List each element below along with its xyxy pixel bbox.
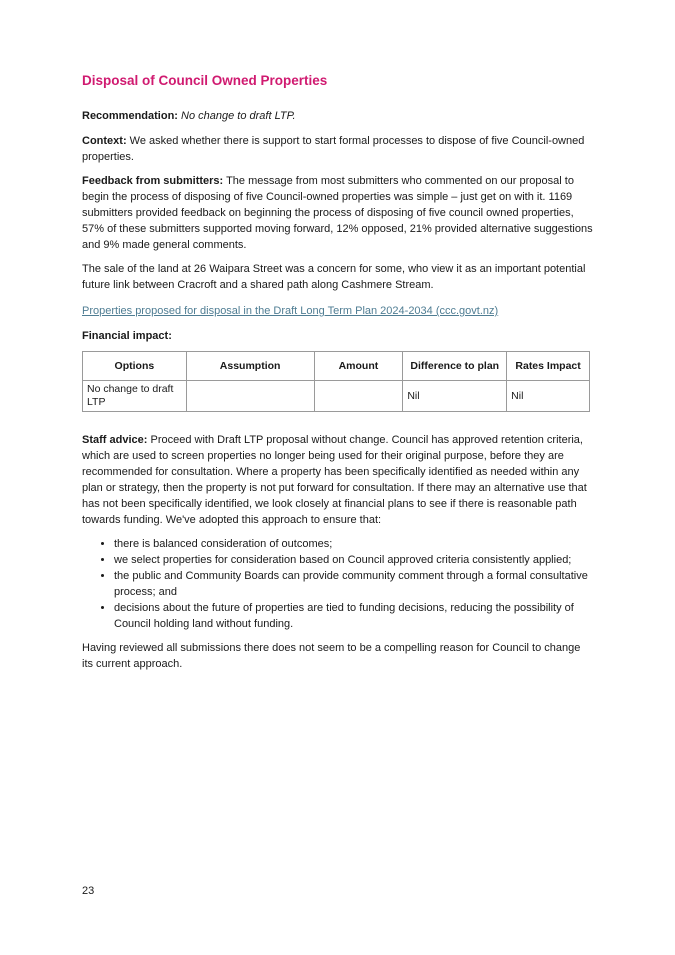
- page-content: [82, 72, 594, 680]
- financial-impact-table: [82, 351, 590, 412]
- column-header-options: Options: [83, 352, 187, 381]
- staff-advice-paragraph: [82, 432, 594, 528]
- feedback-text: The message from most submitters who commented on our proposal to begin the process of disposing of five Council-owned properties was simple – just get on with it. 1169 submitters provided feedback on beginning the process of disposing of five council owned properties, 57% of these submitters supported moving forward, 12% opposed, 21% provided alternative suggestions and 9% made general comments.: [82, 175, 593, 251]
- waipara-paragraph: The sale of the land at 26 Waipara Street was a concern for some, who view it as an important potential future link between Cracroft and a shared path along Cashmere Stream.: [82, 263, 586, 291]
- cell-difference: Nil: [403, 381, 507, 412]
- recommendation-paragraph: [82, 108, 594, 124]
- cell-assumption: [186, 381, 314, 412]
- section-heading: Disposal of Council Owned Properties: [82, 73, 328, 88]
- list-item: • the public and Community Boards can provide community comment through a formal consultative process; and: [114, 568, 594, 600]
- column-header-rates-impact: Rates Impact: [507, 352, 590, 381]
- recommendation-value: No change to draft LTP.: [181, 110, 296, 122]
- cell-amount: [314, 381, 403, 412]
- list-item: • we select properties for consideration based on Council approved criteria consistently applied;: [114, 552, 594, 568]
- cell-rates-impact: Nil: [507, 381, 590, 412]
- feedback-label: Feedback from submitters:: [82, 175, 224, 187]
- list-item: • there is balanced consideration of outcomes;: [114, 536, 594, 552]
- context-label: Context:: [82, 135, 127, 147]
- feedback-paragraph: [82, 173, 594, 253]
- context-text: We asked whether there is support to start formal processes to dispose of five Council-owned properties.: [82, 135, 585, 163]
- column-header-difference: Difference to plan: [403, 352, 507, 381]
- staff-advice-text: Proceed with Draft LTP proposal without change. Council has approved retention criteria, which are used to screen properties no longer being used for their original purpose, before they are recommended for consultation. Where a property has been specifically identified as needed within any plan or strategy, then the property is not put forward for consultation. If there may an alternative use that has not been specifically identified, we look closely at financial plans to see if there is reasonable path towards funding. We've adopted this approach to ensure that:: [82, 434, 587, 526]
- financial-impact-heading: Financial impact:: [82, 330, 172, 342]
- recommendation-label: Recommendation:: [82, 110, 178, 122]
- cell-option: No change to draft LTP: [83, 381, 187, 412]
- staff-advice-label: Staff advice:: [82, 434, 148, 446]
- conclusion-paragraph: Having reviewed all submissions there does not seem to be a compelling reason for Council to change its current approach.: [82, 642, 581, 670]
- properties-disposal-link[interactable]: Properties proposed for disposal in the Draft Long Term Plan 2024-2034 (ccc.govt.nz): [82, 305, 499, 317]
- list-item: • decisions about the future of properties are tied to funding decisions, reducing the possibility of Council holding land without funding.: [114, 600, 594, 632]
- page-number: 23: [82, 885, 95, 897]
- context-paragraph: [82, 133, 594, 165]
- table-header-row: [83, 352, 590, 381]
- column-header-amount: Amount: [314, 352, 403, 381]
- column-header-assumption: Assumption: [186, 352, 314, 381]
- staff-advice-bullets: [82, 536, 594, 632]
- table-row: [83, 381, 590, 412]
